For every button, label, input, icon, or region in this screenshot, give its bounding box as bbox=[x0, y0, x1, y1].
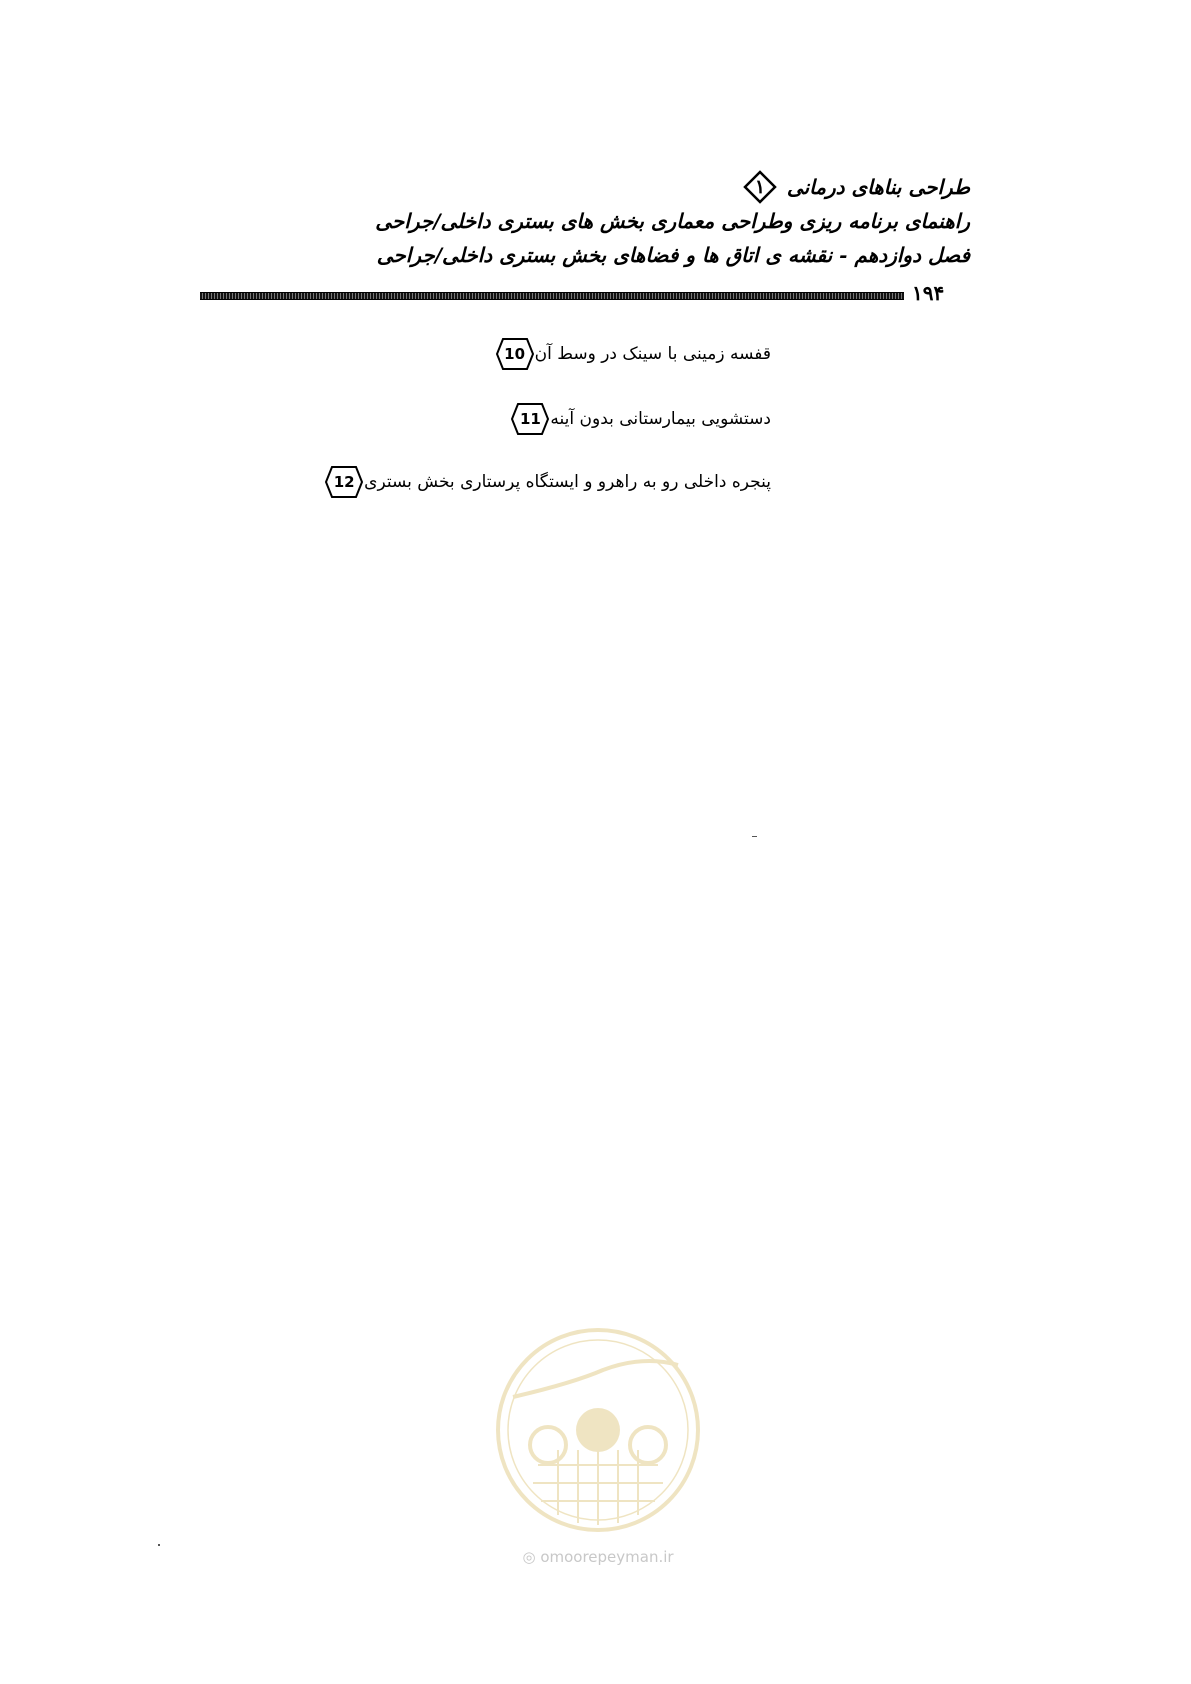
page-number: ۱۹۴ bbox=[912, 281, 945, 305]
watermark-site bbox=[498, 1548, 698, 1566]
item-text: پنجره داخلی رو به راهرو و ایستگاه پرستاری بخش بستری bbox=[364, 472, 771, 492]
watermark-url: omoorepeyman.ir bbox=[540, 1548, 674, 1566]
item-badge bbox=[324, 465, 364, 499]
list-item bbox=[460, 401, 771, 437]
item-badge bbox=[495, 337, 535, 371]
series-title-row bbox=[200, 170, 970, 204]
watermark-stamp-logo bbox=[493, 1325, 703, 1535]
header-rule bbox=[200, 292, 904, 300]
volume-badge bbox=[743, 170, 777, 204]
scan-speck bbox=[752, 836, 757, 837]
item-number: 12 bbox=[333, 473, 355, 491]
item-text: دستشویی بیمارستانی بدون آینه bbox=[550, 409, 771, 429]
list-item bbox=[445, 336, 771, 372]
list-item bbox=[274, 464, 771, 500]
globe-icon: ◎ bbox=[522, 1548, 536, 1566]
item-number: 11 bbox=[519, 410, 541, 428]
page-header bbox=[200, 170, 970, 272]
scan-speck bbox=[158, 1544, 160, 1546]
guide-title: راهنمای برنامه ریزی وطراحی معماری بخش های بستری داخلی/جراحی bbox=[375, 209, 970, 233]
item-number: 10 bbox=[504, 345, 526, 363]
item-text: قفسه زمینی با سینک در وسط آن bbox=[534, 344, 771, 364]
item-badge bbox=[510, 402, 550, 436]
chapter-title: فصل دوازدهم - نقشه ی اتاق ها و فضاهای بخش بستری داخلی/جراحی bbox=[376, 243, 970, 267]
volume-number: ۱ bbox=[754, 176, 766, 198]
series-title: طراحی بناهای درمانی bbox=[786, 175, 970, 199]
